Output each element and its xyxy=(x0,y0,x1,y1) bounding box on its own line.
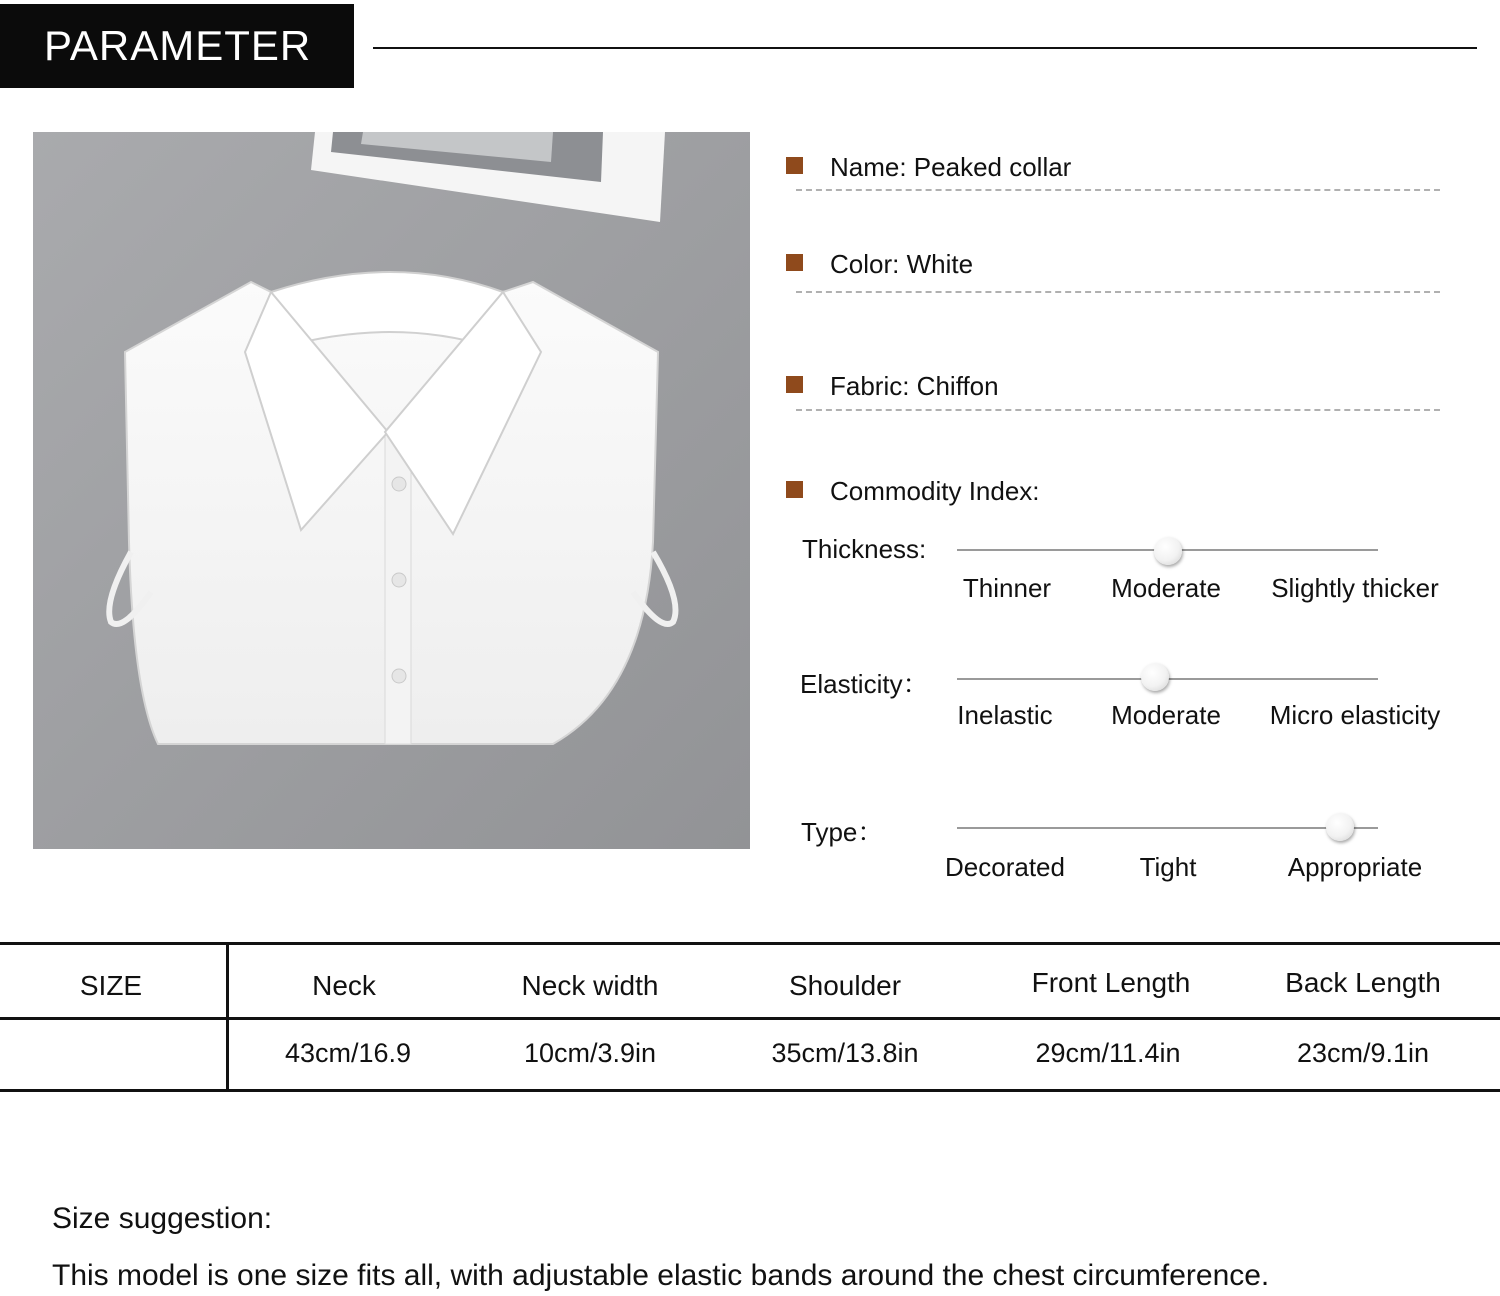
table-header-cell: Front Length xyxy=(1031,967,1191,998)
index-option: Moderate xyxy=(1111,573,1221,603)
table-header-cell: Shoulder xyxy=(788,970,902,1001)
index-label: Elasticity： xyxy=(800,669,929,699)
collar-illustration xyxy=(33,132,750,849)
table-cell: 43cm/16.9 xyxy=(284,1038,412,1068)
page-title: PARAMETER xyxy=(0,4,354,88)
bullet-icon xyxy=(786,481,803,498)
table-header-cell: Neck width xyxy=(521,970,659,1001)
index-option: Slightly thicker xyxy=(1271,573,1439,603)
spec-name: Name: Peaked collar xyxy=(786,152,1446,182)
header-divider xyxy=(373,47,1477,49)
index-option: Inelastic xyxy=(957,700,1053,730)
index-option: Tight xyxy=(1139,852,1197,882)
table-cell: 29cm/11.4in xyxy=(1035,1038,1181,1068)
spec-fabric: Fabric: Chiffon xyxy=(786,371,1446,401)
table-bottom-rule xyxy=(0,1089,1500,1092)
size-suggestion-text: This model is one size fits all, with adjustable elastic bands around the chest circumference. xyxy=(52,1259,1270,1292)
table-header-cell: Back Length xyxy=(1285,967,1441,998)
table-cell: 35cm/13.8in xyxy=(771,1038,919,1068)
dashed-divider xyxy=(796,409,1440,411)
index-knob xyxy=(1154,537,1182,565)
table-header-cell: Neck xyxy=(312,970,376,1001)
index-option: Appropriate xyxy=(1287,852,1423,882)
table-mid-rule xyxy=(0,1017,1500,1020)
table-cell: 10cm/3.9in xyxy=(523,1038,657,1068)
table-cell: 23cm/9.1in xyxy=(1296,1038,1430,1068)
bullet-icon xyxy=(786,376,803,393)
table-header-cell: SIZE xyxy=(79,970,143,1001)
bullet-icon xyxy=(786,157,803,174)
index-label: Type： xyxy=(801,817,884,847)
spec-color: Color: White xyxy=(786,249,1446,279)
table-top-rule xyxy=(0,942,1500,945)
dashed-divider xyxy=(796,189,1440,191)
bullet-icon xyxy=(786,254,803,271)
index-knob xyxy=(1141,663,1169,691)
index-option: Decorated xyxy=(945,852,1065,882)
index-label: Thickness: xyxy=(802,534,927,564)
product-photo xyxy=(33,132,750,849)
index-track xyxy=(957,827,1378,829)
size-suggestion-heading: Size suggestion: xyxy=(52,1202,273,1235)
index-option: Moderate xyxy=(1111,700,1221,730)
dashed-divider xyxy=(796,291,1440,293)
index-knob xyxy=(1326,813,1354,841)
index-option: Thinner xyxy=(962,573,1052,603)
index-option: Micro elasticity xyxy=(1269,700,1441,730)
spec-commodity-index: Commodity Index: xyxy=(786,476,1446,506)
table-col-divider xyxy=(226,945,229,1091)
